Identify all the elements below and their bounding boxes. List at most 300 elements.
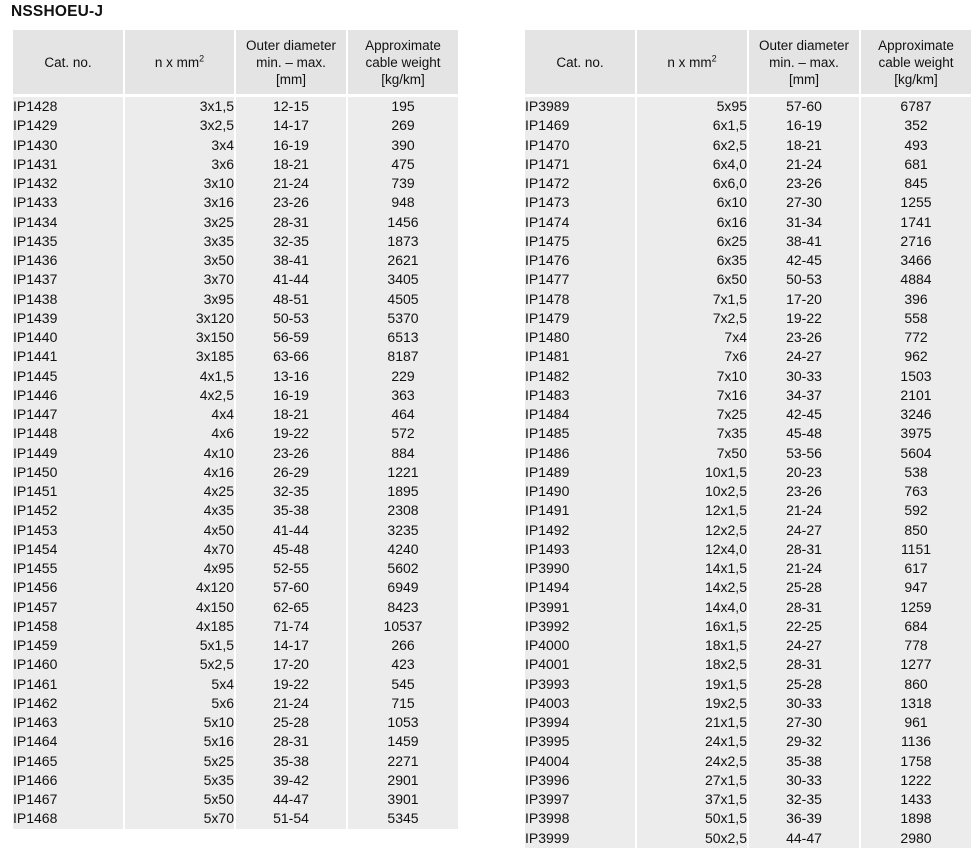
cell-cat-no: IP1472 — [525, 174, 636, 193]
cell-cross-section: 5x16 — [124, 732, 235, 751]
cell-outer-diameter: 39-42 — [235, 771, 347, 790]
cell-cat-no: IP4001 — [525, 655, 636, 674]
cell-outer-diameter: 25-28 — [748, 578, 860, 597]
table-row — [525, 675, 971, 694]
table-row — [13, 713, 458, 732]
cell-cross-section: 5x2,5 — [124, 655, 235, 674]
cell-cross-section: 27x1,5 — [636, 771, 748, 790]
cell-cable-weight: 464 — [347, 405, 458, 424]
header-outer-diameter: Outer diameter min. – max. [mm] — [235, 30, 347, 96]
table-row — [525, 559, 971, 578]
cell-cross-section: 5x6 — [124, 694, 235, 713]
table-row — [525, 193, 971, 212]
cell-cable-weight: 475 — [347, 155, 458, 174]
cell-cat-no: IP1484 — [525, 405, 636, 424]
cell-cable-weight: 1255 — [860, 193, 971, 212]
cell-cross-section: 50x1,5 — [636, 809, 748, 828]
cell-cat-no: IP1478 — [525, 290, 636, 309]
cell-cross-section: 14x2,5 — [636, 578, 748, 597]
cell-cable-weight: 538 — [860, 463, 971, 482]
table-row — [525, 347, 971, 366]
cell-cable-weight: 850 — [860, 521, 971, 540]
cell-cross-section: 4x150 — [124, 598, 235, 617]
cell-cable-weight: 396 — [860, 290, 971, 309]
cell-outer-diameter: 32-35 — [235, 482, 347, 501]
cell-cat-no: IP1447 — [13, 405, 124, 424]
cell-cat-no: IP1461 — [13, 675, 124, 694]
cell-cat-no: IP1470 — [525, 136, 636, 155]
cell-cat-no: IP3989 — [525, 96, 636, 117]
cell-cross-section: 4x185 — [124, 617, 235, 636]
cell-outer-diameter: 32-35 — [235, 232, 347, 251]
cell-outer-diameter: 29-32 — [748, 732, 860, 751]
cell-cross-section: 7x50 — [636, 444, 748, 463]
cell-outer-diameter: 23-26 — [235, 193, 347, 212]
cell-cable-weight: 1741 — [860, 213, 971, 232]
cell-cross-section: 4x6 — [124, 424, 235, 443]
table-row — [525, 598, 971, 617]
header-cross-section: n x $mm^2$ — [636, 30, 748, 96]
table-row — [525, 578, 971, 597]
table-header-row — [13, 30, 458, 96]
table-row — [13, 444, 458, 463]
table-body-right — [525, 96, 971, 848]
cell-cat-no: IP1440 — [13, 328, 124, 347]
cell-cable-weight: 493 — [860, 136, 971, 155]
table-row — [525, 136, 971, 155]
cell-cat-no: IP3994 — [525, 713, 636, 732]
cell-cat-no: IP3992 — [525, 617, 636, 636]
cell-cross-section: 4x1,5 — [124, 367, 235, 386]
table-row — [13, 482, 458, 501]
table-row — [13, 347, 458, 366]
cell-outer-diameter: 44-47 — [235, 790, 347, 809]
table-row — [13, 598, 458, 617]
cell-cross-section: 4x25 — [124, 482, 235, 501]
table-row — [13, 213, 458, 232]
cell-cable-weight: 2621 — [347, 251, 458, 270]
cell-cable-weight: 1758 — [860, 752, 971, 771]
cell-cross-section: 7x10 — [636, 367, 748, 386]
cell-outer-diameter: 28-31 — [748, 655, 860, 674]
cell-cat-no: IP1434 — [13, 213, 124, 232]
cell-cable-weight: 8187 — [347, 347, 458, 366]
cell-cross-section: 4x10 — [124, 444, 235, 463]
table-header-row — [525, 30, 971, 96]
table-row — [13, 694, 458, 713]
cell-cross-section: 14x1,5 — [636, 559, 748, 578]
cell-cross-section: 12x1,5 — [636, 501, 748, 520]
cell-outer-diameter: 13-16 — [235, 367, 347, 386]
table-row — [525, 328, 971, 347]
cell-cable-weight: 5604 — [860, 444, 971, 463]
cell-cable-weight: 1503 — [860, 367, 971, 386]
table-row — [525, 386, 971, 405]
cell-cross-section: 3x50 — [124, 251, 235, 270]
table-row — [13, 290, 458, 309]
cell-cross-section: 3x25 — [124, 213, 235, 232]
cell-cable-weight: 5345 — [347, 809, 458, 828]
table-row — [525, 809, 971, 828]
cell-cable-weight: 4884 — [860, 270, 971, 289]
cell-cross-section: 3x2,5 — [124, 116, 235, 135]
cell-outer-diameter: 35-38 — [235, 752, 347, 771]
cell-cross-section: 4x35 — [124, 501, 235, 520]
table-row — [13, 96, 458, 117]
table-row — [525, 96, 971, 117]
cell-cat-no: IP1449 — [13, 444, 124, 463]
cell-cable-weight: 617 — [860, 559, 971, 578]
cell-outer-diameter: 24-27 — [748, 636, 860, 655]
cell-cross-section: 5x35 — [124, 771, 235, 790]
cell-outer-diameter: 21-24 — [235, 174, 347, 193]
cell-cat-no: IP1445 — [13, 367, 124, 386]
table-row — [13, 790, 458, 809]
cell-outer-diameter: 21-24 — [748, 501, 860, 520]
header-cat-no: Cat. no. — [13, 30, 124, 96]
cell-cable-weight: 1277 — [860, 655, 971, 674]
cell-cross-section: 4x4 — [124, 405, 235, 424]
cell-cross-section: 5x10 — [124, 713, 235, 732]
cell-cross-section: 3x16 — [124, 193, 235, 212]
cell-outer-diameter: 48-51 — [235, 290, 347, 309]
cell-cross-section: 3x185 — [124, 347, 235, 366]
cell-cross-section: 5x25 — [124, 752, 235, 771]
cell-cross-section: 21x1,5 — [636, 713, 748, 732]
cell-cable-weight: 715 — [347, 694, 458, 713]
cell-cross-section: 18x1,5 — [636, 636, 748, 655]
cell-cat-no: IP1486 — [525, 444, 636, 463]
cell-cable-weight: 1222 — [860, 771, 971, 790]
cell-cat-no: IP1492 — [525, 521, 636, 540]
cell-cross-section: 3x6 — [124, 155, 235, 174]
cell-outer-diameter: 30-33 — [748, 367, 860, 386]
cell-cat-no: IP1459 — [13, 636, 124, 655]
cell-outer-diameter: 19-22 — [235, 424, 347, 443]
cell-cross-section: 7x2,5 — [636, 309, 748, 328]
cable-spec-table-left — [13, 30, 458, 829]
table-row — [13, 809, 458, 828]
cell-cross-section: 5x4 — [124, 675, 235, 694]
table-row — [13, 636, 458, 655]
cell-cross-section: 24x2,5 — [636, 752, 748, 771]
cell-cat-no: IP3997 — [525, 790, 636, 809]
cell-outer-diameter: 24-27 — [748, 347, 860, 366]
cell-cable-weight: 8423 — [347, 598, 458, 617]
cell-cable-weight: 778 — [860, 636, 971, 655]
table-row — [13, 116, 458, 135]
cell-outer-diameter: 44-47 — [748, 829, 860, 848]
cell-outer-diameter: 28-31 — [748, 540, 860, 559]
cell-cable-weight: 763 — [860, 482, 971, 501]
cell-cat-no: IP1469 — [525, 116, 636, 135]
cell-cable-weight: 1221 — [347, 463, 458, 482]
cell-cable-weight: 1151 — [860, 540, 971, 559]
cell-outer-diameter: 20-23 — [748, 463, 860, 482]
cell-cat-no: IP1483 — [525, 386, 636, 405]
cell-cat-no: IP1446 — [13, 386, 124, 405]
cell-cable-weight: 962 — [860, 347, 971, 366]
cell-cat-no: IP1453 — [13, 521, 124, 540]
table-row — [13, 732, 458, 751]
cell-outer-diameter: 57-60 — [235, 578, 347, 597]
table-row — [525, 790, 971, 809]
cell-cat-no: IP1464 — [13, 732, 124, 751]
cell-outer-diameter: 28-31 — [235, 213, 347, 232]
cell-cable-weight: 3235 — [347, 521, 458, 540]
cell-cross-section: 5x95 — [636, 96, 748, 117]
cell-cable-weight: 6787 — [860, 96, 971, 117]
table-row — [525, 617, 971, 636]
cell-outer-diameter: 71-74 — [235, 617, 347, 636]
cell-outer-diameter: 28-31 — [748, 598, 860, 617]
table-row — [525, 405, 971, 424]
table-row — [525, 290, 971, 309]
cell-cat-no: IP1450 — [13, 463, 124, 482]
cell-outer-diameter: 22-25 — [748, 617, 860, 636]
cell-outer-diameter: 23-26 — [748, 482, 860, 501]
cell-cross-section: 5x70 — [124, 809, 235, 828]
cell-cross-section: 18x2,5 — [636, 655, 748, 674]
cell-cat-no: IP1489 — [525, 463, 636, 482]
table-row — [525, 521, 971, 540]
header-outer-diameter: Outer diameter min. – max. [mm] — [748, 30, 860, 96]
cell-cat-no: IP4003 — [525, 694, 636, 713]
cell-outer-diameter: 18-21 — [235, 155, 347, 174]
cell-cat-no: IP3999 — [525, 829, 636, 848]
cell-cable-weight: 4505 — [347, 290, 458, 309]
cell-cat-no: IP1456 — [13, 578, 124, 597]
table-row — [13, 675, 458, 694]
cell-outer-diameter: 16-19 — [748, 116, 860, 135]
cell-outer-diameter: 41-44 — [235, 521, 347, 540]
cell-cable-weight: 3466 — [860, 251, 971, 270]
cell-cable-weight: 3975 — [860, 424, 971, 443]
cell-cross-section: 6x16 — [636, 213, 748, 232]
cell-cross-section: 6x1,5 — [636, 116, 748, 135]
cell-cross-section: 4x16 — [124, 463, 235, 482]
cell-outer-diameter: 24-27 — [748, 521, 860, 540]
cell-outer-diameter: 21-24 — [748, 155, 860, 174]
cell-cat-no: IP1477 — [525, 270, 636, 289]
cell-cross-section: 4x95 — [124, 559, 235, 578]
cell-cable-weight: 229 — [347, 367, 458, 386]
cell-cat-no: IP3991 — [525, 598, 636, 617]
cell-cross-section: 3x150 — [124, 328, 235, 347]
cell-cat-no: IP1458 — [13, 617, 124, 636]
cell-outer-diameter: 53-56 — [748, 444, 860, 463]
cell-outer-diameter: 14-17 — [235, 116, 347, 135]
cell-cat-no: IP3996 — [525, 771, 636, 790]
header-cable-weight: Approximate cable weight [kg/km] — [347, 30, 458, 96]
cell-cat-no: IP1468 — [13, 809, 124, 828]
table-row — [525, 444, 971, 463]
table-row — [525, 501, 971, 520]
cell-cross-section: 3x35 — [124, 232, 235, 251]
table-row — [13, 617, 458, 636]
table-row — [525, 155, 971, 174]
cell-cable-weight: 266 — [347, 636, 458, 655]
cell-cat-no: IP1433 — [13, 193, 124, 212]
cell-outer-diameter: 28-31 — [235, 732, 347, 751]
table-row — [13, 136, 458, 155]
table-row — [525, 213, 971, 232]
cell-cat-no: IP1448 — [13, 424, 124, 443]
cell-outer-diameter: 36-39 — [748, 809, 860, 828]
cell-cable-weight: 961 — [860, 713, 971, 732]
cell-outer-diameter: 27-30 — [748, 713, 860, 732]
table-row — [13, 405, 458, 424]
cell-cat-no: IP1451 — [13, 482, 124, 501]
table-row — [13, 193, 458, 212]
cell-cable-weight: 195 — [347, 96, 458, 117]
cell-outer-diameter: 34-37 — [748, 386, 860, 405]
table-row — [13, 386, 458, 405]
table-row — [525, 174, 971, 193]
cell-cable-weight: 684 — [860, 617, 971, 636]
cell-outer-diameter: 57-60 — [748, 96, 860, 117]
cell-cable-weight: 1456 — [347, 213, 458, 232]
table-row — [13, 270, 458, 289]
cell-cross-section: 10x2,5 — [636, 482, 748, 501]
cell-outer-diameter: 35-38 — [235, 501, 347, 520]
cell-cable-weight: 6513 — [347, 328, 458, 347]
cell-cross-section: 16x1,5 — [636, 617, 748, 636]
cell-cross-section: 3x95 — [124, 290, 235, 309]
cell-cat-no: IP1474 — [525, 213, 636, 232]
cell-cat-no: IP1466 — [13, 771, 124, 790]
cell-cross-section: 4x2,5 — [124, 386, 235, 405]
cell-cable-weight: 1433 — [860, 790, 971, 809]
cell-cat-no: IP1428 — [13, 96, 124, 117]
cell-cat-no: IP1455 — [13, 559, 124, 578]
cell-cross-section: 4x50 — [124, 521, 235, 540]
document-title: NSSHOEU-J — [11, 3, 104, 20]
cell-cross-section: 4x70 — [124, 540, 235, 559]
cell-outer-diameter: 45-48 — [235, 540, 347, 559]
table-row — [525, 713, 971, 732]
table-row — [13, 309, 458, 328]
cell-cat-no: IP1482 — [525, 367, 636, 386]
cell-cable-weight: 947 — [860, 578, 971, 597]
cell-cat-no: IP1439 — [13, 309, 124, 328]
cell-outer-diameter: 23-26 — [235, 444, 347, 463]
cell-outer-diameter: 50-53 — [235, 309, 347, 328]
cell-outer-diameter: 12-15 — [235, 96, 347, 117]
cell-cable-weight: 860 — [860, 675, 971, 694]
cell-cross-section: 14x4,0 — [636, 598, 748, 617]
cell-cat-no: IP1436 — [13, 251, 124, 270]
cell-cable-weight: 1898 — [860, 809, 971, 828]
cell-cross-section: 12x2,5 — [636, 521, 748, 540]
cell-cat-no: IP1485 — [525, 424, 636, 443]
header-cross-section: n x $mm^2$ — [124, 30, 235, 96]
cell-outer-diameter: 41-44 — [235, 270, 347, 289]
cell-cat-no: IP1480 — [525, 328, 636, 347]
cell-outer-diameter: 63-66 — [235, 347, 347, 366]
cell-cat-no: IP1490 — [525, 482, 636, 501]
cell-cross-section: 24x1,5 — [636, 732, 748, 751]
cell-cable-weight: 269 — [347, 116, 458, 135]
cell-outer-diameter: 56-59 — [235, 328, 347, 347]
cell-cat-no: IP1481 — [525, 347, 636, 366]
cell-cable-weight: 2716 — [860, 232, 971, 251]
table-row — [525, 367, 971, 386]
cell-cat-no: IP1454 — [13, 540, 124, 559]
cell-cable-weight: 845 — [860, 174, 971, 193]
table-row — [525, 251, 971, 270]
cell-cable-weight: 2308 — [347, 501, 458, 520]
cell-cross-section: 37x1,5 — [636, 790, 748, 809]
cell-outer-diameter: 17-20 — [235, 655, 347, 674]
cell-cross-section: 7x25 — [636, 405, 748, 424]
table-body-left — [13, 96, 458, 829]
cell-cat-no: IP1432 — [13, 174, 124, 193]
table-row — [525, 540, 971, 559]
cell-cat-no: IP1467 — [13, 790, 124, 809]
table-row — [525, 752, 971, 771]
cell-outer-diameter: 23-26 — [748, 328, 860, 347]
cell-cat-no: IP1471 — [525, 155, 636, 174]
cell-outer-diameter: 38-41 — [748, 232, 860, 251]
cell-outer-diameter: 26-29 — [235, 463, 347, 482]
cell-cable-weight: 10537 — [347, 617, 458, 636]
cell-cross-section: 3x120 — [124, 309, 235, 328]
cell-cable-weight: 1895 — [347, 482, 458, 501]
table-row — [13, 155, 458, 174]
table-row — [13, 578, 458, 597]
table-row — [13, 232, 458, 251]
cell-cross-section: 6x4,0 — [636, 155, 748, 174]
cell-outer-diameter: 27-30 — [748, 193, 860, 212]
cell-outer-diameter: 62-65 — [235, 598, 347, 617]
cell-outer-diameter: 21-24 — [748, 559, 860, 578]
cell-outer-diameter: 42-45 — [748, 251, 860, 270]
cell-cable-weight: 592 — [860, 501, 971, 520]
cell-cat-no: IP1435 — [13, 232, 124, 251]
cell-cat-no: IP1462 — [13, 694, 124, 713]
table-row — [525, 116, 971, 135]
cell-cable-weight: 1873 — [347, 232, 458, 251]
table-row — [13, 559, 458, 578]
table-row — [13, 752, 458, 771]
cell-cross-section: 19x1,5 — [636, 675, 748, 694]
cell-cross-section: 3x70 — [124, 270, 235, 289]
header-cable-weight: Approximate cable weight [kg/km] — [860, 30, 971, 96]
cell-cat-no: IP1441 — [13, 347, 124, 366]
cell-outer-diameter: 19-22 — [235, 675, 347, 694]
cell-cross-section: 6x10 — [636, 193, 748, 212]
cell-outer-diameter: 23-26 — [748, 174, 860, 193]
cell-cross-section: 19x2,5 — [636, 694, 748, 713]
cell-cable-weight: 6949 — [347, 578, 458, 597]
cell-cat-no: IP3995 — [525, 732, 636, 751]
cell-cat-no: IP3998 — [525, 809, 636, 828]
table-row — [13, 521, 458, 540]
cell-cross-section: 10x1,5 — [636, 463, 748, 482]
table-row — [525, 482, 971, 501]
table-row — [525, 732, 971, 751]
cell-outer-diameter: 51-54 — [235, 809, 347, 828]
cell-outer-diameter: 19-22 — [748, 309, 860, 328]
cell-cable-weight: 1459 — [347, 732, 458, 751]
cell-cross-section: 50x2,5 — [636, 829, 748, 848]
cell-outer-diameter: 14-17 — [235, 636, 347, 655]
cell-outer-diameter: 25-28 — [235, 713, 347, 732]
cell-cable-weight: 423 — [347, 655, 458, 674]
cell-cable-weight: 3901 — [347, 790, 458, 809]
table-row — [525, 655, 971, 674]
